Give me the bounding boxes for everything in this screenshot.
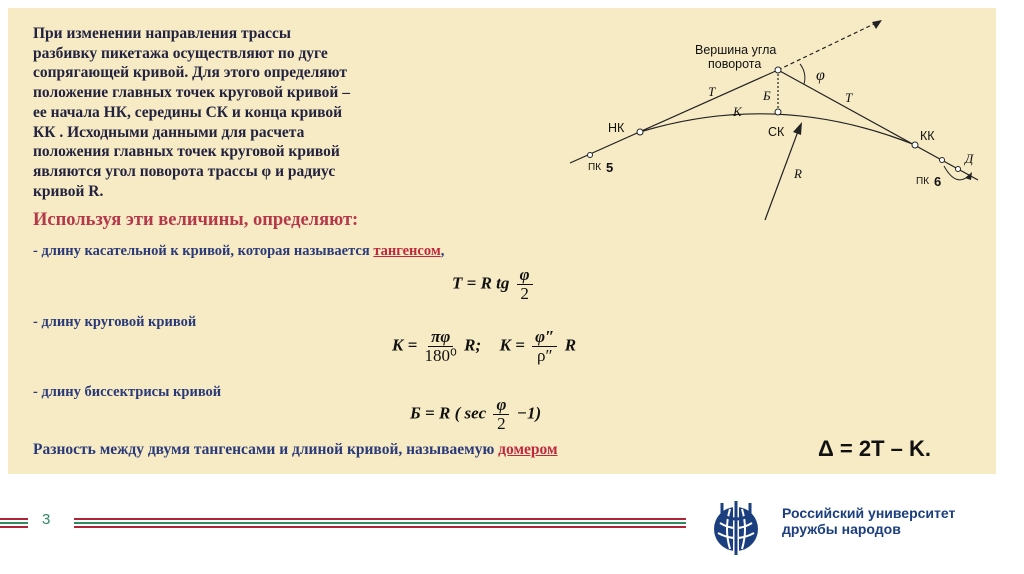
fraction-numerator: φ (517, 266, 533, 285)
footer-stripe-red (74, 526, 686, 528)
intro-line: КК . Исходными данными для расчета (33, 123, 305, 141)
intro-line: положения главных точек круговой кривой (33, 143, 340, 161)
curve-diagram (560, 18, 990, 228)
pk5-label: ПК (588, 162, 602, 173)
radius-label: R (794, 166, 802, 181)
bisector-formula-lhs: Б = R ( sec (410, 403, 487, 423)
curve-alt-fraction (532, 328, 557, 365)
d-label: Д (965, 151, 974, 166)
vertex-label: поворота (708, 57, 762, 71)
tangent-formula-lhs: T = R tg (452, 273, 510, 293)
pk6-number: 6 (934, 174, 942, 189)
radius-arrowhead (793, 122, 802, 135)
tangent-term: тангенсом (373, 243, 441, 259)
pk-tangent-left (570, 70, 778, 163)
pk6-point (940, 158, 945, 163)
intro-paragraph (33, 24, 511, 201)
fraction-denominator: ρ″ (537, 345, 553, 365)
pk6-shift-point (956, 167, 961, 172)
direction-extension (778, 22, 878, 70)
university-name-line: дружбы народов (782, 521, 901, 537)
summary-body: Разность между двумя тангенсами и длиной кривой, называемую (33, 441, 499, 458)
nk-point (637, 129, 643, 135)
pk5-point (588, 153, 593, 158)
curve-formula-lhs: K = (392, 335, 418, 355)
fraction-numerator: φ (493, 396, 509, 415)
tangent-item-text: - длину касательной к кривой, которая называется (33, 243, 374, 259)
sk-label: СК (768, 125, 785, 139)
vertex-point (775, 67, 781, 73)
summary-term: домером (498, 441, 558, 458)
fraction-numerator: φ″ (532, 328, 557, 347)
bisector-formula-rhs: −1) (516, 403, 542, 423)
tangent-item-suffix: , (440, 243, 445, 259)
bisector-label: Б (763, 88, 771, 103)
curve-fraction (425, 328, 457, 365)
bisector-item: - длину биссектрисы кривой (33, 384, 222, 400)
summary-text (33, 441, 558, 459)
tangent-left-label: T (708, 84, 716, 99)
fraction-numerator: πφ (428, 328, 453, 347)
vertex-label: Вершина угла (695, 43, 777, 57)
intro-line: положение главных точек круговой кривой – (33, 84, 350, 102)
extension-arrowhead (872, 20, 882, 29)
page-number: 3 (42, 511, 51, 528)
curve-formula (392, 328, 576, 365)
curve-formula-alt-lhs: K = (499, 335, 525, 355)
footer-stripe-red-left (0, 518, 28, 520)
tangent-formula (452, 266, 536, 303)
curve-formula-alt-rhs: R (564, 335, 577, 355)
pk5-number: 5 (606, 160, 614, 175)
intro-line: При изменении направления трассы (33, 25, 292, 42)
footer-stripe-green (74, 522, 686, 524)
sk-point (775, 109, 781, 115)
curve-item: - длину круговой кривой (33, 314, 197, 330)
fraction-denominator: 180⁰ (424, 345, 457, 365)
intro-line: сопрягающей кривой. Для этого определяют (33, 64, 347, 82)
intro-line: кривой R. (33, 182, 104, 200)
curve-label: К (733, 104, 742, 119)
tangent-item (33, 243, 444, 260)
kk-point (912, 142, 918, 148)
university-name (782, 505, 955, 537)
phi-label: φ (816, 67, 825, 84)
fraction-denominator: 2 (497, 413, 506, 433)
intro-line: ее начала НК, середины СК и конца кривой (33, 103, 343, 121)
angle-arc (800, 64, 805, 84)
fraction-denominator: 2 (520, 283, 529, 303)
section-heading: Используя эти величины, определяют: (33, 210, 359, 230)
tangent-fraction (517, 266, 533, 303)
intro-line: разбивку пикетажа осуществляют по дуге (33, 44, 328, 62)
university-logo (706, 497, 772, 557)
kk-label: КК (920, 129, 935, 143)
curve-formula-rhs: R; (464, 335, 482, 355)
intro-line: являются угол поворота трассы φ и радиус (33, 162, 336, 180)
bisector-formula (410, 396, 541, 433)
delta-formula: Δ = 2T – K. (818, 436, 932, 461)
nk-label: НК (608, 121, 625, 135)
tangent-right-label: T (845, 90, 853, 105)
pk-tangent-right (778, 70, 978, 180)
footer-stripe-red (74, 518, 686, 520)
footer-stripe-red-left (0, 526, 28, 528)
university-name-line: Российский университет (782, 505, 956, 521)
bisector-fraction (493, 396, 509, 433)
pk6-label: ПК (916, 176, 930, 187)
footer-stripe-green-left (0, 522, 28, 524)
